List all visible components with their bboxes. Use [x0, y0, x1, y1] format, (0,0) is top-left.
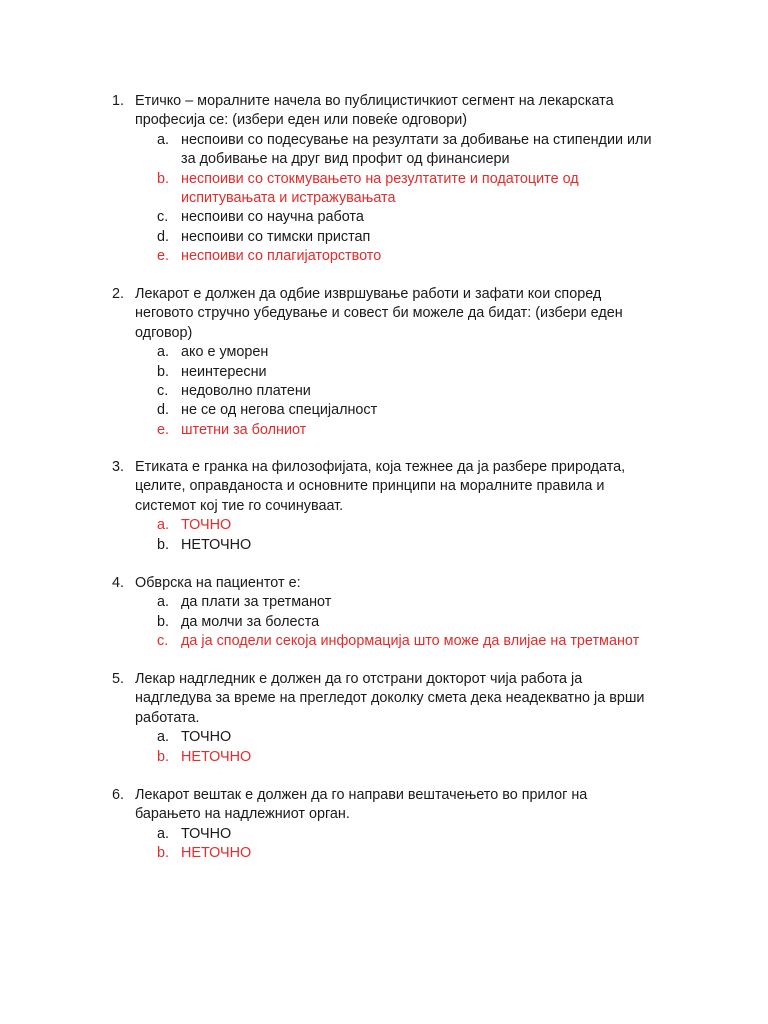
answer-option: [0, 401, 768, 420]
question-number: 4.: [112, 575, 125, 591]
question-text: работата.: [135, 709, 200, 726]
answer-option: [0, 363, 768, 382]
question-1: [0, 92, 768, 267]
answer-text: неспоиви со стокмувањето на резултатите и податоците од: [181, 170, 579, 187]
question-number: 3.: [112, 459, 125, 475]
question-number: 5.: [112, 671, 125, 687]
answer-text: штетни за болниот: [181, 421, 307, 438]
answer-option: [0, 613, 768, 632]
answer-option-correct: [0, 632, 768, 651]
question-number: 2.: [112, 286, 125, 302]
answer-text: неспоиви со тимски пристап: [181, 228, 371, 245]
question-3: [0, 458, 768, 555]
answer-letter: e.: [157, 421, 170, 438]
question-text: барањето на надлежниот орган.: [135, 806, 350, 823]
answer-letter: a.: [157, 825, 170, 842]
answer-option: [0, 593, 768, 612]
answer-text: неинтересни: [181, 363, 267, 380]
question-text: целите, оправданоста и основните принципи на моралните правила и: [135, 478, 605, 495]
answer-letter: a.: [157, 594, 170, 611]
question-text: Етичко – моралните начела во публицистичкиот сегмент на лекарската: [135, 93, 614, 109]
answer-list: [0, 728, 768, 767]
answer-list: [0, 131, 768, 267]
question-4: [0, 574, 768, 652]
answer-option-correct: [0, 516, 768, 535]
answer-letter: a.: [157, 729, 170, 746]
answer-text: ТОЧНО: [181, 517, 232, 534]
answer-text: НЕТОЧНО: [181, 845, 252, 862]
answer-letter: d.: [157, 402, 170, 419]
answer-list: [0, 593, 768, 651]
answer-letter: b.: [157, 170, 170, 187]
answer-option-correct: [0, 844, 768, 863]
answer-text: ТОЧНО: [181, 825, 232, 842]
answer-option-correct: [0, 421, 768, 440]
answer-option-correct: [0, 170, 768, 189]
question-text: професија се: (избери еден или повеќе одговори): [135, 112, 468, 129]
answer-option: [0, 728, 768, 747]
answer-letter: d.: [157, 228, 170, 245]
answer-text: ТОЧНО: [181, 729, 232, 746]
question-number: 6.: [112, 787, 125, 803]
answer-option-correct: [0, 247, 768, 266]
question-text: системот кој тие го сочинуваат.: [135, 497, 344, 514]
answer-option: [0, 382, 768, 401]
answer-letter: b.: [157, 536, 170, 553]
answer-text: да молчи за болеста: [181, 613, 320, 630]
question-text: неговото стручно убедување и совест би можеле да бидат: (избери еден: [135, 305, 623, 322]
answer-letter: c.: [157, 633, 169, 650]
question-number: 1.: [112, 93, 125, 109]
answer-letter: b.: [157, 613, 170, 630]
question-5: [0, 670, 768, 767]
answer-letter: b.: [157, 748, 170, 765]
answer-letter: b.: [157, 845, 170, 862]
answer-option: [0, 536, 768, 555]
answer-letter: e.: [157, 248, 170, 265]
answer-text: испитувањата и истражувањата: [181, 189, 396, 206]
answer-text: да ја сподели секоја информација што може да влијае на третманот: [181, 633, 640, 650]
answer-option: [0, 131, 768, 150]
answer-text: недоволно платени: [181, 382, 311, 399]
answer-option: [0, 208, 768, 227]
answer-list: [0, 825, 768, 864]
answer-letter: a.: [157, 344, 170, 361]
question-text: надгледува за време на прегледот доколку смета дека неадекватно ја врши: [135, 690, 645, 707]
question-text: Лекар надгледник е должен да го отстрани докторот чија работа ја: [135, 671, 583, 687]
answer-letter: b.: [157, 363, 170, 380]
answer-text: НЕТОЧНО: [181, 536, 252, 553]
question-text: Обврска на пациентот е:: [135, 575, 301, 591]
answer-text: за добивање на друг вид профит од финансиери: [181, 151, 510, 168]
answer-text: неспоиви со плагијаторството: [181, 248, 382, 265]
answer-list: [0, 343, 768, 440]
question-text: Етиката е гранка на филозофијата, која тежнее да ја разбере природата,: [135, 459, 626, 475]
question-text: одговор): [135, 324, 193, 341]
question-text: Лекарот вештак е должен да го направи вештачењето во прилог на: [135, 787, 588, 803]
answer-letter: a.: [157, 131, 170, 148]
question-6: [0, 786, 768, 864]
answer-text: НЕТОЧНО: [181, 748, 252, 765]
answer-option-correct: [0, 748, 768, 767]
answer-text: не се од негова специјалност: [181, 402, 378, 419]
question-text: Лекарот е должен да одбие извршување работи и зафати кои според: [135, 286, 602, 302]
question-2: [0, 285, 768, 440]
answer-letter: c.: [157, 382, 169, 399]
answer-letter: c.: [157, 209, 169, 226]
answer-text: неспоиви со научна работа: [181, 209, 364, 226]
answer-option: [0, 228, 768, 247]
answer-text: ако е уморен: [181, 344, 269, 361]
answer-letter: a.: [157, 517, 170, 534]
answer-text: неспоиви со подесување на резултати за добивање на стипендии или: [181, 131, 652, 148]
answer-text: да плати за третманот: [181, 594, 332, 611]
answer-option: [0, 825, 768, 844]
answer-option: [0, 343, 768, 362]
answer-list: [0, 516, 768, 555]
